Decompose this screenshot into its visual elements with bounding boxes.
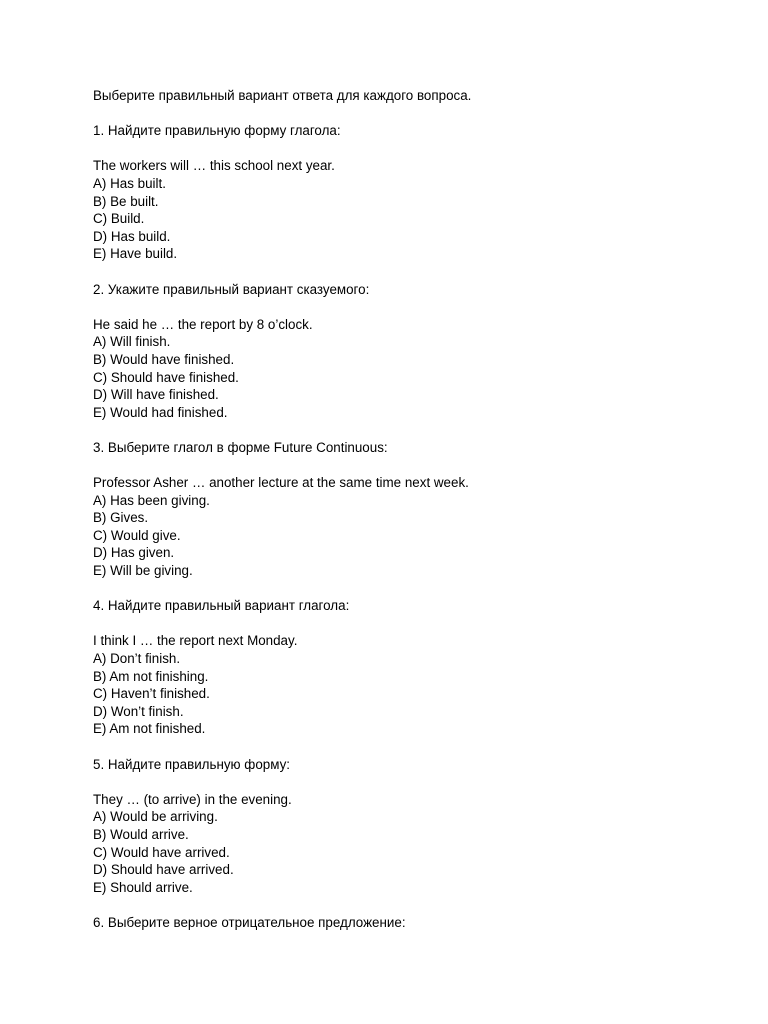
spacer (93, 580, 733, 598)
question-1 (93, 122, 733, 263)
question-title: 6. Выберите верное отрицательное предложение: (93, 914, 406, 930)
answer-option-e: E) Am not finished. (93, 721, 206, 737)
answer-option-c: C) Should have finished. (93, 369, 239, 385)
answer-option-b: B) Gives. (93, 510, 149, 526)
spacer (93, 140, 733, 158)
question-sentence: Professor Asher … another lecture at the same time next week. (93, 475, 469, 491)
question-title: 4. Найдите правильный вариант глагола: (93, 598, 350, 614)
spacer (93, 263, 733, 281)
answer-option-e: E) Should arrive. (93, 879, 193, 895)
question-sentence: The workers will … this school next year. (93, 158, 335, 174)
spacer (93, 773, 733, 791)
question-5 (93, 756, 733, 897)
answer-option-e: E) Have build. (93, 246, 178, 262)
question-6 (93, 914, 733, 932)
question-title: 1. Найдите правильную форму глагола: (93, 123, 341, 139)
instruction-text: Выберите правильный вариант ответа для каждого вопроса. (93, 88, 472, 103)
spacer (93, 738, 733, 756)
spacer (93, 421, 733, 439)
spacer (93, 105, 733, 123)
answer-option-c: C) Would have arrived. (93, 844, 230, 860)
answer-option-c: C) Haven’t finished. (93, 686, 210, 702)
answer-option-b: B) Would arrive. (93, 826, 189, 842)
question-2 (93, 281, 733, 422)
question-sentence: I think I … the report next Monday. (93, 633, 298, 649)
answer-option-c: C) Would give. (93, 527, 181, 543)
spacer (93, 896, 733, 914)
question-title: 2. Укажите правильный вариант сказуемого: (93, 281, 370, 297)
answer-option-a: A) Has built. (93, 175, 166, 191)
answer-option-d: D) Should have arrived. (93, 862, 234, 878)
question-title: 3. Выберите глагол в форме Future Continuous: (93, 439, 388, 455)
answer-option-a: A) Don’t finish. (93, 651, 181, 666)
spacer (93, 298, 733, 316)
answer-option-d: D) Has given. (93, 545, 175, 561)
answer-option-b: B) Am not finishing. (93, 668, 209, 684)
answer-option-b: B) Be built. (93, 193, 159, 209)
answer-option-d: D) Won’t finish. (93, 703, 184, 719)
question-4 (93, 597, 733, 738)
spacer (93, 456, 733, 474)
answer-option-b: B) Would have finished. (93, 351, 235, 367)
answer-option-c: C) Build. (93, 211, 145, 227)
answer-option-d: D) Has build. (93, 228, 171, 244)
question-sentence: He said he … the report by 8 o’clock. (93, 316, 313, 332)
answer-option-e: E) Will be giving. (93, 563, 193, 579)
answer-option-a: A) Will finish. (93, 334, 171, 350)
document-content (93, 87, 733, 932)
question-3 (93, 439, 733, 580)
answer-option-e: E) Would had finished. (93, 404, 228, 420)
answer-option-d: D) Will have finished. (93, 387, 219, 403)
answer-option-a: A) Would be arriving. (93, 809, 218, 825)
answer-option-a: A) Has been giving. (93, 492, 210, 508)
question-sentence: They … (to arrive) in the evening. (93, 791, 292, 807)
spacer (93, 615, 733, 633)
question-title: 5. Найдите правильную форму: (93, 756, 290, 772)
